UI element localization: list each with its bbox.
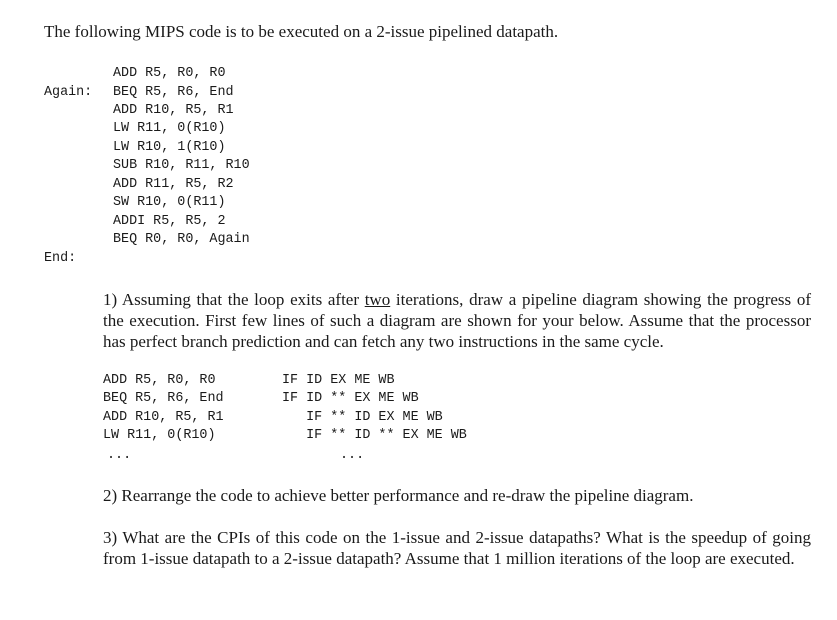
diagram-stages: IF ** ID EX ME WB — [282, 410, 443, 425]
question-2: 2) Rearrange the code to achieve better performance and re-draw the pipeline diagram. — [103, 486, 694, 505]
code-line: ADDI R5, R5, 2 — [113, 214, 226, 229]
question-3: 3) What are the CPIs of this code on the 1-issue and 2-issue datapaths? What is the speedup of going from 1-issue datapath to a 2-issue datapath? Assume that 1 million iterations of the loop are executed. — [103, 528, 811, 568]
code-label-again: Again: — [44, 85, 93, 100]
code-line: ADD R5, R0, R0 — [113, 66, 226, 81]
question-1-text: 1) Assuming that the loop exits after — [103, 290, 365, 309]
diagram-instr: ADD R10, R5, R1 — [103, 410, 224, 425]
code-line: LW R10, 1(R10) — [113, 140, 226, 155]
intro-text: The following MIPS code is to be executed on a 2-issue pipelined datapath. — [44, 22, 559, 41]
code-line: BEQ R5, R6, End — [113, 85, 234, 100]
code-line: BEQ R0, R0, Again — [113, 232, 250, 247]
diagram-instr: BEQ R5, R6, End — [103, 391, 224, 406]
question-1 — [103, 289, 811, 352]
diagram-stages: IF ** ID ** EX ME WB — [282, 428, 467, 443]
code-line: ADD R11, R5, R2 — [113, 177, 234, 192]
code-line: ADD R10, R5, R1 — [113, 103, 234, 118]
diagram-ellipsis: ... — [107, 448, 132, 463]
code-line: LW R11, 0(R10) — [113, 121, 226, 136]
diagram-stages: IF ID EX ME WB — [282, 373, 395, 388]
question-1-emphasis: two — [364, 290, 391, 309]
diagram-ellipsis: ... — [340, 448, 365, 463]
diagram-instr: ADD R5, R0, R0 — [103, 373, 216, 388]
code-line: SW R10, 0(R11) — [113, 195, 226, 210]
code-label-end: End: — [44, 251, 77, 266]
diagram-stages: IF ID ** EX ME WB — [282, 391, 419, 406]
code-line: SUB R10, R11, R10 — [113, 158, 250, 173]
diagram-instr: LW R11, 0(R10) — [103, 428, 216, 443]
question-1-text: iterations, draw a pipeline diagram showing the progress of the execution. First few lines of such a diagram are shown for your below. Assume that the processor has perfect branch prediction and can fetch any two instructions in the same cycle. — [103, 290, 811, 351]
